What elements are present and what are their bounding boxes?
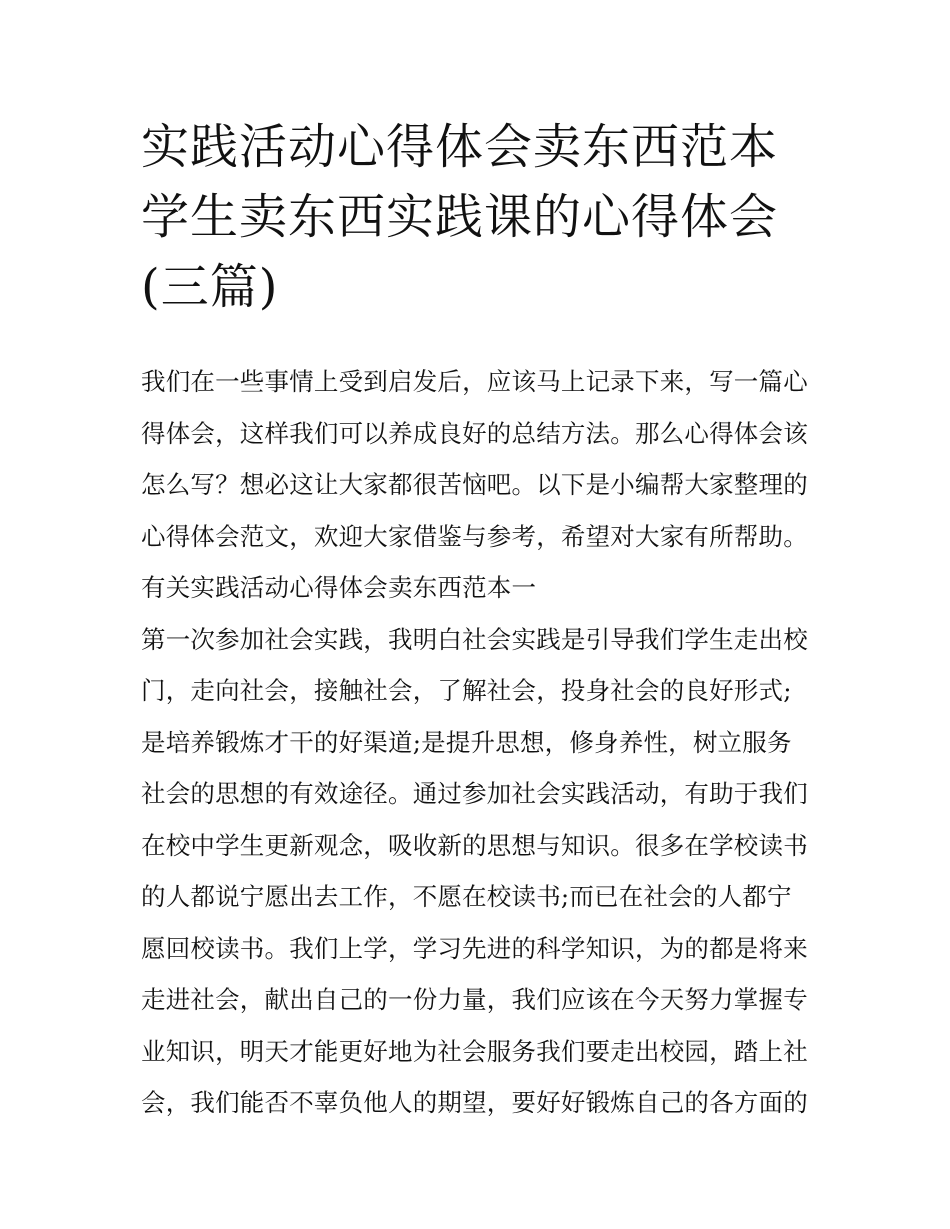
body-line: 我们在一些事情上受到启发后，应该马上记录下来，写一篇心	[141, 367, 808, 396]
body-line: 社会的思想的有效途径。通过参加社会实践活动，有助于我们	[141, 779, 808, 808]
section-heading: 有关实践活动心得体会卖东西范本一	[141, 573, 537, 602]
body-line: 怎么写？想必这让大家都很苦恼吧。以下是小编帮大家整理的	[141, 470, 808, 499]
body-line: 第一次参加社会实践，我明白社会实践是引导我们学生走出校	[141, 624, 808, 654]
title-line: 学生卖东西实践课的心得体会	[141, 189, 779, 245]
body-line: 的人都说宁愿出去工作，不愿在校读书;而已在社会的人都宁	[141, 882, 792, 911]
body-line: 走进社会，献出自己的一份力量，我们应该在今天努力掌握专	[141, 985, 808, 1014]
body-line: 门，走向社会，接触社会，了解社会，投身社会的良好形式;	[141, 676, 792, 705]
title-line: (三篇)	[141, 259, 279, 315]
document-body	[141, 356, 831, 1129]
body-line: 会，我们能否不辜负他人的期望，要好好锻炼自己的各方面的	[141, 1088, 808, 1117]
title-line: 实践活动心得体会卖东西范本	[141, 119, 779, 175]
body-line: 是培养锻炼才干的好渠道;是提升思想，修身养性，树立服务	[141, 727, 792, 757]
body-line: 得体会，这样我们可以养成良好的总结方法。那么心得体会该	[141, 418, 808, 448]
body-line: 愿回校读书。我们上学，学习先进的科学知识，为的都是将来	[141, 933, 808, 963]
body-line: 心得体会范文，欢迎大家借鉴与参考，希望对大家有所帮助。	[141, 521, 808, 551]
document-title	[141, 112, 821, 322]
body-line: 业知识，明天才能更好地为社会服务我们要走出校园，踏上社	[141, 1036, 808, 1066]
body-line: 在校中学生更新观念，吸收新的思想与知识。很多在学校读书	[141, 830, 808, 860]
